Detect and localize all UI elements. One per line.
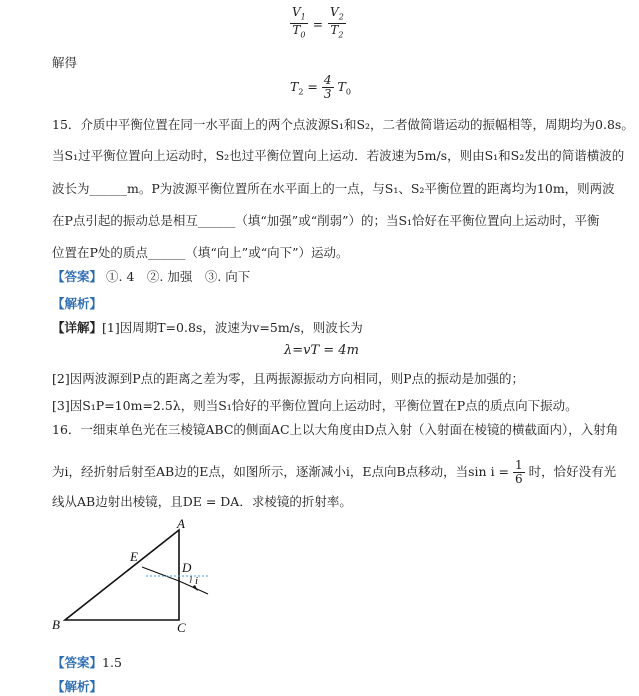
prism-diagram [40, 518, 220, 636]
q16-line1: 16．一细束单色光在三棱镜ABC的侧面AC上以大角度由D点入射（入射面在棱镜的横截面内），入射角 [52, 422, 619, 437]
jiede-label: 解得 [52, 55, 78, 70]
q16-line2: 为i，经折射后射至AB边的E点，如图所示，逐渐减小i，E点向B点移动，当sin i = $\frac{1}{6}$ 时，恰好没有光 [52, 458, 617, 486]
detail15-line3: [3]因S₁P=10m=2.5λ，则当S₁恰好的平衡位置向上运动时，平衡位置在P点的质点向下振动。 [52, 398, 578, 413]
detail15-line2: [2]因两波源到P点的距离之差为零，且两振源振动方向相同，则P点的振动是加强的； [52, 371, 525, 386]
answer15 [52, 269, 250, 285]
formula-lambda: λ=vT = 4m [284, 343, 359, 358]
q15-line3: 波长为______m。P为波源平衡位置所在水平面上的一点，与S₁、S₂平衡位置的距离均为10m，则两波 [52, 181, 615, 196]
refracted-ray [142, 567, 179, 581]
jiexi-label: 【解析】 [52, 296, 103, 311]
q16-line3: 线从AB边射出棱镜，且DE = DA．求棱镜的折射率。 [52, 494, 352, 509]
label-d: D [182, 560, 192, 575]
q15-line4: 在P点引起的振动总是相互______（填“加强”或“削弱”）的；当S₁恰好在平衡位置向上运动时，平衡 [52, 213, 600, 228]
q15-line5: 位置在P处的质点______（填“向上”或“向下”）运动。 [52, 245, 349, 260]
angle-arc [190, 576, 191, 583]
answer-label: 【答案】 [52, 269, 103, 284]
formula-gas-law: $\frac{V_1}{T_0}$ = $\frac{V_2}{T_2}$ [292, 5, 344, 40]
q15-line1: 15．介质中平衡位置在同一水平面上的两个点波源S₁和S₂，二者做简谐运动的振幅相等，周期均为0.8s。 [52, 117, 634, 132]
label-i: i [195, 575, 199, 587]
label-b: B [52, 617, 60, 632]
answer16: 【答案】1.5 [52, 655, 122, 670]
answer-text: ①. 4 ②. 加强 ③. 向下 [106, 269, 251, 284]
detail15-line1: 【详解】[1]因周期T=0.8s，波速为v=5m/s，则波长为 [52, 320, 363, 335]
label-e: E [130, 549, 138, 564]
jiexi-label-2: 【解析】 [52, 679, 103, 694]
label-c: C [177, 620, 186, 635]
formula-t2: $T_2$ = $\frac{4}{3}$ $T_0$ [290, 73, 351, 101]
label-a: A [177, 518, 185, 531]
q15-line2: 当S₁过平衡位置向上运动时，S₂也过平衡位置向上运动．若波速为5m/s，则由S₁和S₂发出的简谐横波的 [52, 148, 625, 163]
